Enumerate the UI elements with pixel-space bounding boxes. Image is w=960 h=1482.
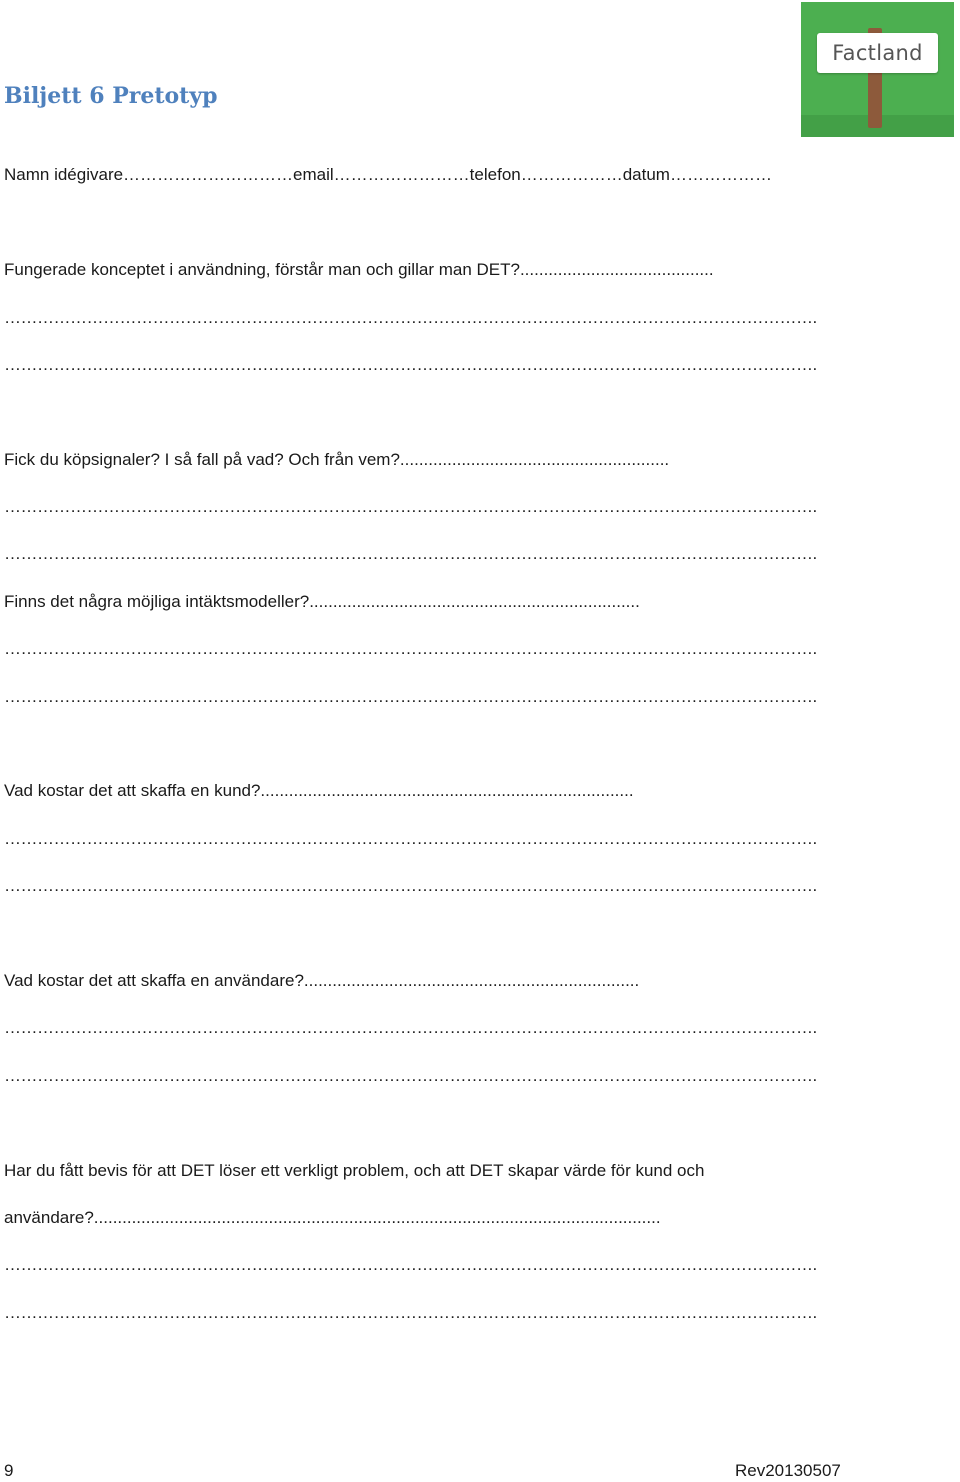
question-5: Vad kostar det att skaffa en användare?....................................................................... xyxy=(4,971,640,990)
answer-line: …………………………………………………………………………………………………………………………………. xyxy=(4,1303,817,1322)
answer-line: …………………………………………………………………………………………………………………………………. xyxy=(4,1255,817,1274)
answer-line: …………………………………………………………………………………………………………………………………. xyxy=(4,497,817,516)
page-number: 9 xyxy=(4,1461,14,1480)
question-2: Fick du köpsignaler? I så fall på vad? Och från vem?......................................................... xyxy=(4,450,670,469)
question-6-continuation: användare?........................................................................................................................ xyxy=(4,1208,661,1227)
answer-line: …………………………………………………………………………………………………………………………………. xyxy=(4,1018,817,1037)
question-1: Fungerade konceptet i användning, förstår man och gillar man DET?......................................... xyxy=(4,260,714,279)
answer-line: …………………………………………………………………………………………………………………………………. xyxy=(4,1066,817,1085)
answer-line: …………………………………………………………………………………………………………………………………. xyxy=(4,829,817,848)
page-title: Biljett 6 Pretotyp xyxy=(4,83,218,109)
answer-line: …………………………………………………………………………………………………………………………………. xyxy=(4,639,817,658)
question-3: Finns det några möjliga intäktsmodeller?...................................................................... xyxy=(4,592,640,611)
factland-logo xyxy=(801,2,954,137)
answer-line: …………………………………………………………………………………………………………………………………. xyxy=(4,308,817,327)
question-4: Vad kostar det att skaffa en kund?............................................................................... xyxy=(4,781,634,800)
revision-label: Rev20130507 xyxy=(735,1461,841,1480)
answer-line: …………………………………………………………………………………………………………………………………. xyxy=(4,876,817,895)
answer-line: …………………………………………………………………………………………………………………………………. xyxy=(4,544,817,563)
header-fields-line: Namn idégivare…………………………email……………………telefon………………datum……………… xyxy=(4,165,772,184)
logo-sign xyxy=(817,33,938,73)
answer-line: …………………………………………………………………………………………………………………………………. xyxy=(4,355,817,374)
answer-line: …………………………………………………………………………………………………………………………………. xyxy=(4,687,817,706)
question-6: Har du fått bevis för att DET löser ett verkligt problem, och att DET skapar värde för kund och xyxy=(4,1161,705,1180)
logo-text: Factland xyxy=(832,41,923,65)
